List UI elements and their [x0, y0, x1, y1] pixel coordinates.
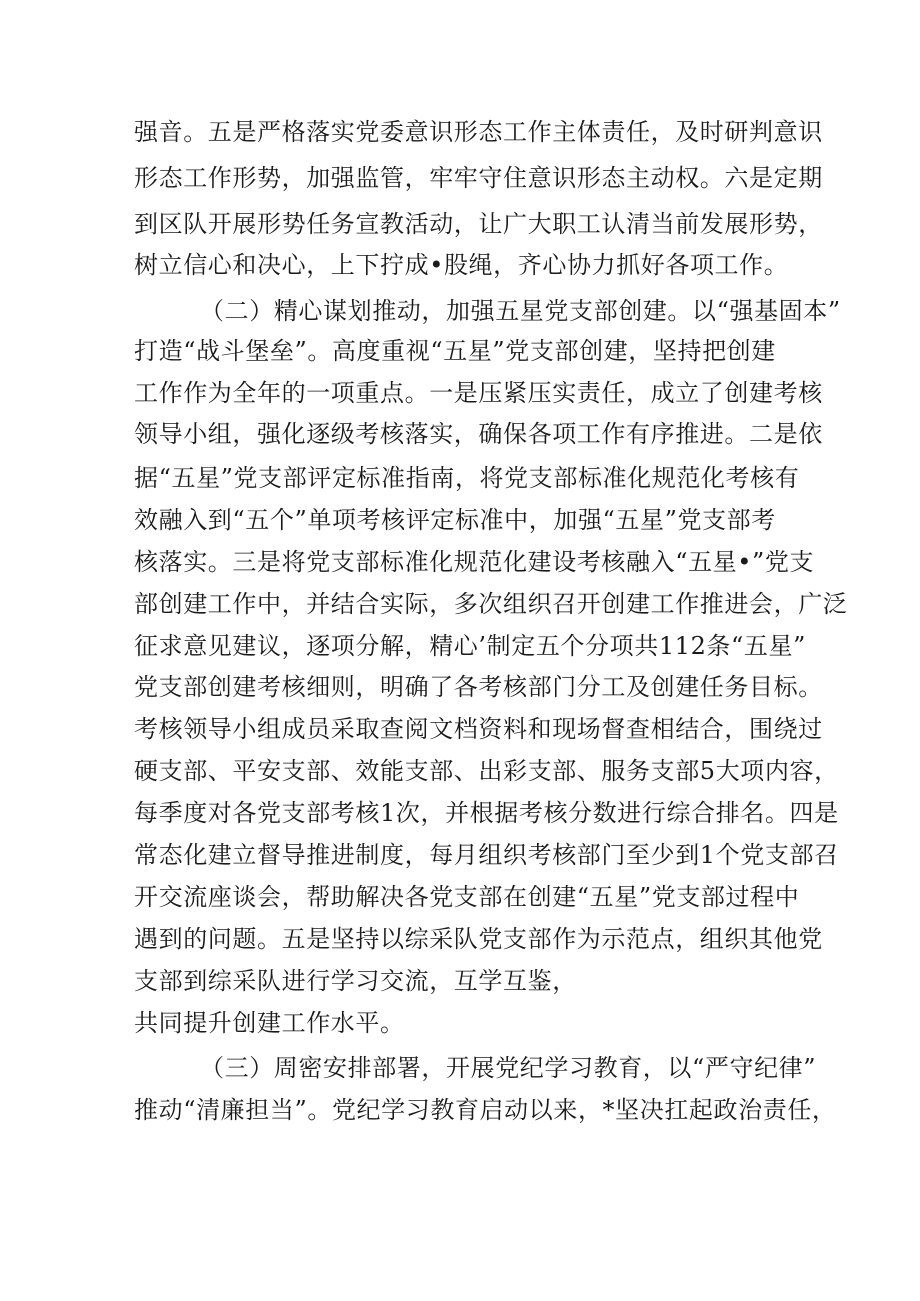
- text-line: 到区队开展形势任务宣教活动，让广大职工认清当前发展形势，: [134, 210, 823, 238]
- text-line: 支部到综采队进行学习交流，互学互鉴，: [134, 967, 577, 995]
- text-line: 党支部创建考核细则，明确了各考核部门分工及创建任务目标。: [134, 673, 823, 701]
- text-line: 考核领导小组成员采取查阅文档资料和现场督查相结合，围绕过: [134, 715, 823, 743]
- text-line: 领导小组，强化逐级考核落实，确保各项工作有序推进。二是依: [134, 420, 823, 448]
- text-line: 据“五星”党支部评定标准指南，将党支部标准化规范化考核有: [134, 464, 800, 492]
- text-line: 打造“战斗堡垒”。高度重视“五星”党支部创建，坚持把创建: [134, 337, 776, 365]
- text-line: 效融入到“五个”单项考核评定标准中，加强“五星”党支部考: [134, 506, 776, 534]
- text-line: 部创建工作中，并结合实际，多次组织召开创建工作推进会，广泛: [134, 590, 848, 618]
- text-line: 共同提升创建工作水平。: [134, 1009, 405, 1037]
- text-line: （二）精心谋划推动，加强五星党支部创建。以“强基固本”: [200, 297, 841, 325]
- text-line: 每季度对各党支部考核1次，并根据考核分数进行综合排名。四是: [134, 799, 839, 827]
- text-line: 形态工作形势，加强监管，牢牢守住意识形态主动权。六是定期: [134, 164, 823, 192]
- text-line: 工作作为全年的一项重点。一是压紧压实责任，成立了创建考核: [134, 379, 823, 407]
- text-line: 开交流座谈会，帮助解决各党支部在创建“五星”党支部过程中: [134, 883, 800, 911]
- text-line: （三）周密安排部署，开展党纪学习教育，以“严守纪律”: [200, 1054, 817, 1082]
- text-line: 征求意见建议，逐项分解，精心’制定五个分项共112条“五星”: [134, 632, 806, 660]
- text-line: 遇到的问题。五是坚持以综采队党支部作为示范点，组织其他党: [134, 925, 823, 953]
- text-line: 硬支部、平安支部、效能支部、出彩支部、服务支部5大项内容，: [134, 757, 839, 785]
- text-line: 强音。五是严格落实党委意识形态工作主体责任，及时研判意识: [134, 118, 823, 146]
- text-line: 常态化建立督导推进制度，每月组织考核部门至少到1个党支部召: [134, 841, 839, 869]
- text-line: 树立信心和决心，上下拧成•股绳，齐心协力抓好各项工作。: [134, 251, 789, 279]
- text-line: 核落实。三是将党支部标准化规范化建设考核融入“五星•”党支: [134, 548, 815, 576]
- text-line: 推动“清廉担当”。党纪学习教育启动以来，*坚决扛起政治责任，: [134, 1096, 837, 1124]
